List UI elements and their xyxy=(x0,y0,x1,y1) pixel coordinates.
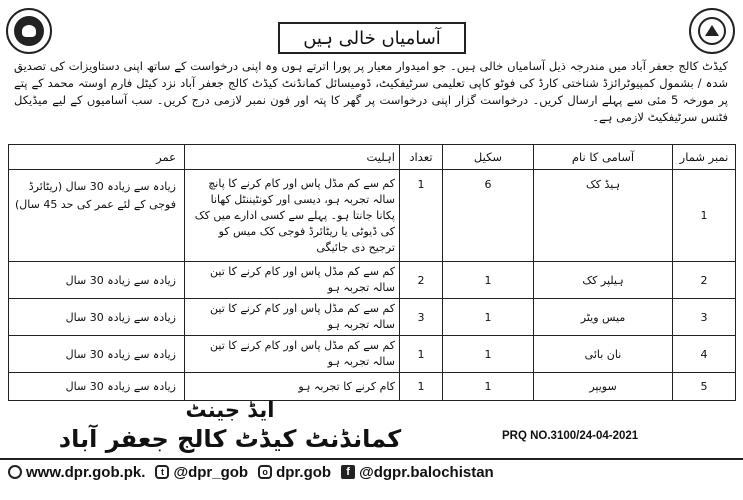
cell-scale: 1 xyxy=(443,299,534,336)
table-row xyxy=(9,373,736,401)
header-qty: تعداد xyxy=(400,145,443,170)
cell-num: 2 xyxy=(673,262,736,299)
cell-post: نان بائی xyxy=(534,336,673,373)
cell-scale: 1 xyxy=(443,336,534,373)
cell-post: سویپر xyxy=(534,373,673,401)
cell-qty: 1 xyxy=(400,336,443,373)
cell-post: ہیلپر کک xyxy=(534,262,673,299)
signature-office: کمانڈنٹ کیڈٹ کالج جعفر آباد xyxy=(58,425,402,453)
cell-qty: 1 xyxy=(400,170,443,262)
instagram-link[interactable] xyxy=(258,464,331,481)
cell-qualification: کام کرنے کا تجربہ ہو xyxy=(185,373,400,401)
header-post: آسامی کا نام xyxy=(534,145,673,170)
table-row xyxy=(9,170,736,262)
cell-post: ہیڈ کک xyxy=(534,170,673,262)
table-row xyxy=(9,299,736,336)
balochistan-emblem-icon xyxy=(6,8,52,54)
cell-scale: 6 xyxy=(443,170,534,262)
twitter-link[interactable] xyxy=(155,464,248,481)
cell-qualification: کم سے کم مڈل پاس اور کام کرنے کا تین سالہ تجربہ ہو xyxy=(185,262,400,299)
table-row xyxy=(9,262,736,299)
header-qualification: اہلیت xyxy=(185,145,400,170)
cell-post: میس ویٹر xyxy=(534,299,673,336)
instagram-label: dpr.gob xyxy=(276,463,332,481)
table-row xyxy=(9,336,736,373)
cell-scale: 1 xyxy=(443,373,534,401)
cell-qualification: کم سے کم مڈل پاس اور کام کرنے کا پانچ سالہ تجربہ ہو، دیسی اور کونٹیننٹل کھانا پکانا جانتا ہو۔ پہلے سے کسی ادارے میں کک کی ڈیوٹی یا ریٹائرڈ فوجی کک میس کو ترجیح دی جائیگی xyxy=(185,170,400,262)
cell-age: زیادہ سے زیادہ 30 سال xyxy=(9,336,185,373)
facebook-link[interactable] xyxy=(341,464,494,481)
instagram-icon: o xyxy=(258,465,272,479)
facebook-icon: f xyxy=(341,465,355,479)
cell-num: 3 xyxy=(673,299,736,336)
cadet-college-crest-icon xyxy=(689,8,735,54)
cell-num: 5 xyxy=(673,373,736,401)
cell-age: زیادہ سے زیادہ 30 سال xyxy=(9,299,185,336)
cell-qty: 1 xyxy=(400,373,443,401)
cell-age: زیادہ سے زیادہ 30 سال xyxy=(9,262,185,299)
cell-age: زیادہ سے زیادہ 30 سال xyxy=(9,373,185,401)
twitter-icon: t xyxy=(155,465,169,479)
page-title: آسامیاں خالی ہیں xyxy=(278,22,466,54)
cell-qualification: کم سے کم مڈل پاس اور کام کرنے کا تین سالہ تجربہ ہو xyxy=(185,299,400,336)
header-num: نمبر شمار xyxy=(673,145,736,170)
website-link[interactable] xyxy=(8,464,145,481)
cell-num: 4 xyxy=(673,336,736,373)
vacancies-table xyxy=(8,144,736,401)
table-header-row xyxy=(9,145,736,170)
website-label: www.dpr.gob.pk. xyxy=(26,463,146,481)
header-scale: سکیل xyxy=(443,145,534,170)
prq-number: PRQ NO.3100/24-04-2021 xyxy=(502,430,639,442)
cell-age: زیادہ سے زیادہ 30 سال (ریٹائرڈ فوجی کے لئے عمر کی حد 45 سال) xyxy=(9,170,185,262)
social-footer xyxy=(0,458,743,484)
cell-num: 1 xyxy=(673,170,736,262)
facebook-label: @dgpr.balochistan xyxy=(359,463,494,481)
twitter-label: @dpr_gob xyxy=(173,463,249,481)
cell-qualification: کم سے کم مڈل پاس اور کام کرنے کا تین سالہ تجربہ ہو xyxy=(185,336,400,373)
intro-paragraph: کیڈٹ کالج جعفر آباد میں مندرجہ ذیل آسامیاں خالی ہیں۔ جو امیدوار معیار پر پورا اترتے ہوں وہ اپنی درخواست کے ساتھ اپنی دستاویزات کی تصدیق شدہ / بشمول کمپیوٹرائزڈ شناختی کارڈ کی فوٹو کاپی تعلیمی سرٹیفکیٹ، ڈومیسائل کمانڈنٹ کیڈٹ کالج جعفر آباد نزد کیٹل فارم اوستہ محمد کے پتے پر مورخہ 5 مئی سے پہلے ارسال کریں۔ درخواست گزار اپنی درخواست پر گھر کا پتہ اور فون نمبر لازمی درج کریں۔ سب آسامیوں کے لیے میڈیکل فٹنس سرٹیفکیٹ لازمی ہے۔ xyxy=(14,59,728,124)
cell-qty: 2 xyxy=(400,262,443,299)
cell-qty: 3 xyxy=(400,299,443,336)
signature-title: ایڈ جینٹ xyxy=(185,398,275,422)
cell-scale: 1 xyxy=(443,262,534,299)
header-age: عمر xyxy=(9,145,185,170)
globe-icon xyxy=(8,465,22,479)
